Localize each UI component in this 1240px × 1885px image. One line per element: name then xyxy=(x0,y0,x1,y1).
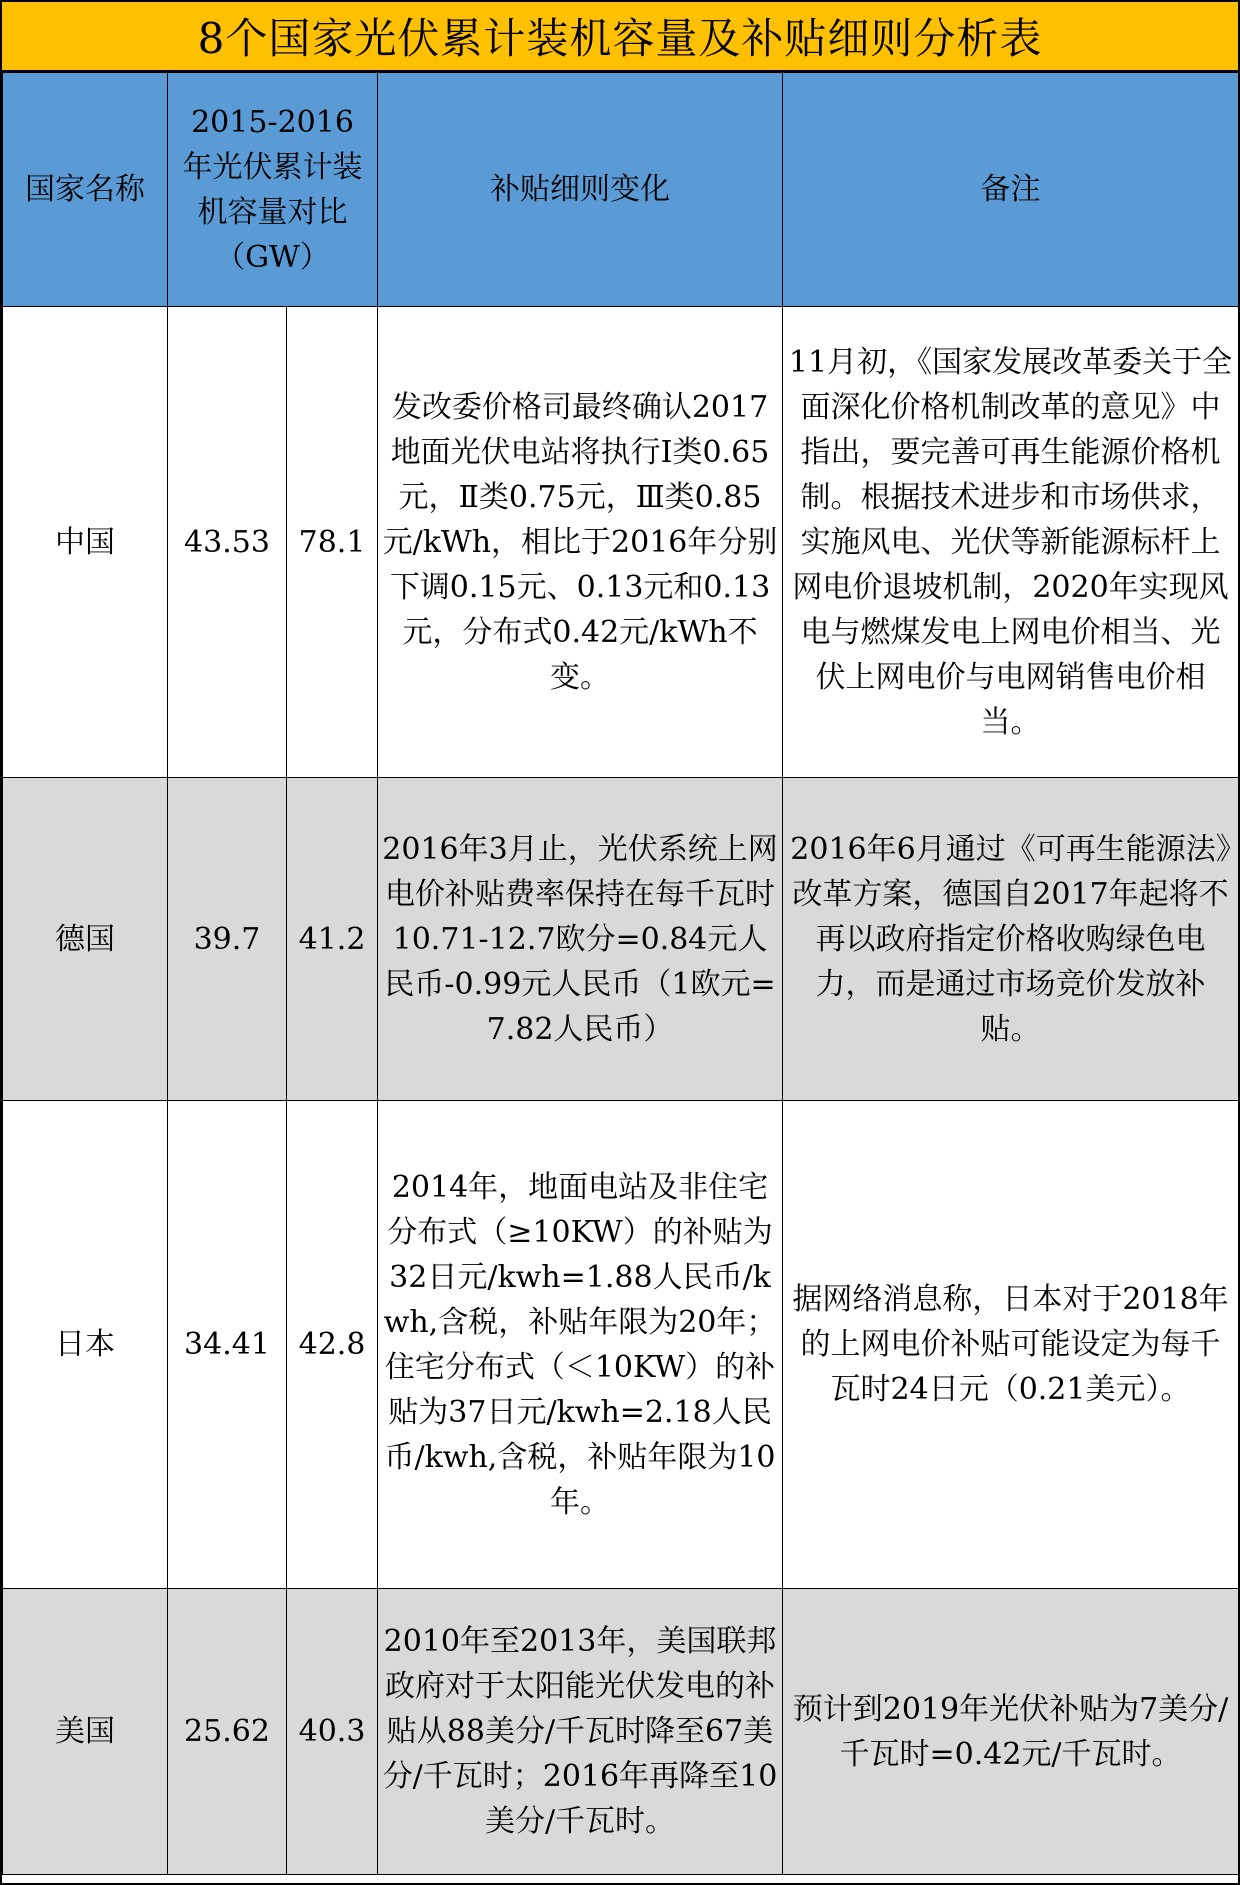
capacity-2015-cell: 43.53 xyxy=(168,307,287,778)
subsidy-cell: 2010年至2013年，美国联邦政府对于太阳能光伏发电的补贴从88美分/千瓦时降至67美分/千瓦时；2016年再降至10美分/千瓦时。 xyxy=(378,1589,783,1875)
table-row xyxy=(3,1101,1239,1589)
remark-cell: 预计到2019年光伏补贴为7美分/千瓦时=0.42元/千瓦时。 xyxy=(783,1589,1239,1875)
capacity-2016-cell: 41.2 xyxy=(287,778,378,1101)
capacity-2015-cell: 39.7 xyxy=(168,778,287,1101)
table-row xyxy=(3,307,1239,778)
header-subsidy: 补贴细则变化 xyxy=(378,73,783,307)
data-table xyxy=(2,72,1239,1875)
capacity-2015-cell: 34.41 xyxy=(168,1101,287,1589)
country-cell: 美国 xyxy=(3,1589,168,1875)
remark-cell: 2016年6月通过《可再生能源法》改革方案，德国自2017年起将不再以政府指定价格收购绿色电力，而是通过市场竞价发放补贴。 xyxy=(783,778,1239,1101)
table-title: 8个国家光伏累计装机容量及补贴细则分析表 xyxy=(2,2,1238,72)
subsidy-cell: 2016年3月止，光伏系统上网电价补贴费率保持在每千瓦时10.71-12.7欧分=0.84元人民币-0.99元人民币（1欧元=7.82人民币） xyxy=(378,778,783,1101)
header-capacity: 2015-2016年光伏累计装机容量对比（GW） xyxy=(168,73,378,307)
header-row xyxy=(3,73,1239,307)
subsidy-cell: 2014年，地面电站及非住宅分布式（≥10KW）的补贴为32日元/kwh=1.88人民币/kwh,含税，补贴年限为20年；住宅分布式（＜10KW）的补贴为37日元/kwh=2.18人民币/kwh,含税，补贴年限为10年。 xyxy=(378,1101,783,1589)
header-remark: 备注 xyxy=(783,73,1239,307)
country-cell: 日本 xyxy=(3,1101,168,1589)
capacity-2016-cell: 40.3 xyxy=(287,1589,378,1875)
capacity-2016-cell: 78.1 xyxy=(287,307,378,778)
table-row xyxy=(3,1589,1239,1875)
capacity-2015-cell: 25.62 xyxy=(168,1589,287,1875)
country-cell: 中国 xyxy=(3,307,168,778)
header-country: 国家名称 xyxy=(3,73,168,307)
country-cell: 德国 xyxy=(3,778,168,1101)
remark-cell: 11月初，《国家发展改革委关于全面深化价格机制改革的意见》中指出，要完善可再生能源价格机制。根据技术进步和市场供求，实施风电、光伏等新能源标杆上网电价退坡机制，2020年实现风电与燃煤发电上网电价相当、光伏上网电价与电网销售电价相当。 xyxy=(783,307,1239,778)
remark-cell: 据网络消息称，日本对于2018年的上网电价补贴可能设定为每千瓦时24日元（0.21美元）。 xyxy=(783,1101,1239,1589)
table-row xyxy=(3,778,1239,1101)
capacity-2016-cell: 42.8 xyxy=(287,1101,378,1589)
subsidy-cell: 发改委价格司最终确认2017地面光伏电站将执行Ⅰ类0.65元，Ⅱ类0.75元，Ⅲ类0.85元/kWh，相比于2016年分别下调0.15元、0.13元和0.13元，分布式0.42元/kWh不变。 xyxy=(378,307,783,778)
